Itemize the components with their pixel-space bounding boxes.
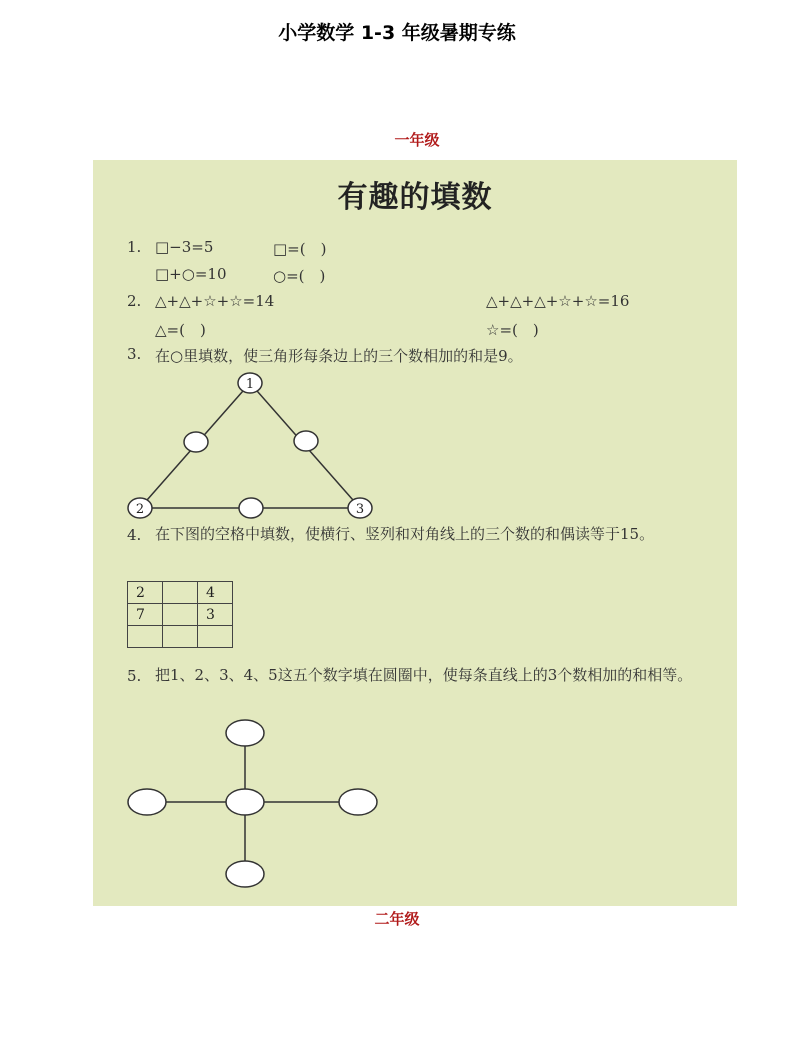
q2-number: 2.	[127, 292, 142, 310]
worksheet-image	[93, 160, 737, 906]
q3-number: 3.	[127, 345, 142, 363]
cross-node-left	[128, 789, 166, 815]
q4-number: 4.	[127, 526, 142, 544]
q2-equation-left: △+△+☆+☆=14	[155, 292, 275, 310]
q2-answer-left: △=( )	[155, 321, 206, 339]
q5-text: 把1、2、3、4、5这五个数字填在圆圈中，使每条直线上的3个数相加的和相等。	[155, 666, 693, 684]
grid-cell[interactable]: 2	[128, 582, 163, 604]
triangle-diagram	[123, 370, 383, 517]
grid-cell[interactable]: 3	[198, 604, 233, 626]
triangle-node-left-mid	[184, 432, 208, 452]
cross-node-center	[226, 789, 264, 815]
triangle-label-bottom-left: 2	[135, 502, 145, 517]
magic-square-grid	[127, 581, 233, 648]
q2-answer-right: ☆=( )	[486, 321, 539, 339]
grid-cell[interactable]	[163, 582, 198, 604]
q4-text: 在下图的空格中填数，使横行、竖列和对角线上的三个数的和偶读等于15。	[155, 525, 655, 543]
grid-cell[interactable]	[198, 626, 233, 648]
grid-cell[interactable]: 4	[198, 582, 233, 604]
q1-equation-1: □−3=5	[155, 238, 214, 256]
q3-text: 在○里填数，使三角形每条边上的三个数相加的和是9。	[155, 347, 523, 365]
triangle-node-bottom-mid	[239, 498, 263, 518]
q1-equation-2: □+○=10	[155, 265, 227, 283]
grade-heading-2: 二年级	[374, 910, 420, 928]
q2-equation-right: △+△+△+☆+☆=16	[486, 292, 630, 310]
grid-cell[interactable]: 7	[128, 604, 163, 626]
q1-number: 1.	[127, 238, 142, 256]
grade-heading-1: 一年级	[394, 131, 440, 149]
triangle-label-bottom-right: 3	[355, 502, 365, 517]
q5-number: 5.	[127, 667, 142, 685]
triangle-label-top: 1	[245, 377, 255, 392]
worksheet-title: 有趣的填数	[337, 180, 493, 215]
document-title: 小学数学 1-3 年级暑期专练	[278, 22, 516, 44]
q1-answer-2: ○=( )	[273, 267, 326, 285]
cross-node-right	[339, 789, 377, 815]
cross-node-bottom	[226, 861, 264, 887]
grid-cell[interactable]	[163, 626, 198, 648]
cross-diagram	[127, 717, 387, 887]
triangle-node-right-mid	[294, 431, 318, 451]
grid-cell[interactable]	[163, 604, 198, 626]
q1-answer-1: □=( )	[273, 240, 327, 258]
grid-cell[interactable]	[128, 626, 163, 648]
cross-node-top	[226, 720, 264, 746]
